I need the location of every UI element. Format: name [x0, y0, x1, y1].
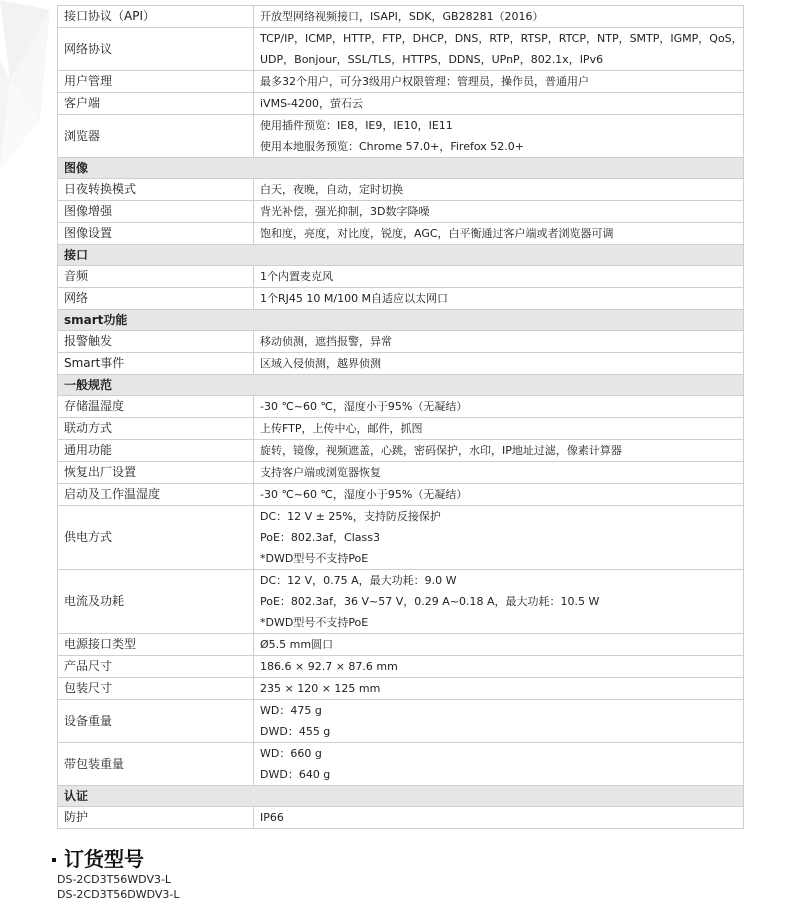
spec-value [254, 462, 744, 484]
spec-value-line: 旋转，镜像，视频遮盖，心跳，密码保护，水印，IP地址过滤，像素计算器 [260, 444, 622, 457]
spec-key: 接口协议（API） [58, 6, 254, 28]
spec-value [254, 440, 744, 462]
spec-key: 供电方式 [58, 506, 254, 570]
spec-value [254, 331, 744, 353]
spec-key: 图像增强 [58, 201, 254, 223]
spec-value-line: 白天，夜晚，自动，定时切换 [260, 183, 403, 196]
spec-key: 带包装重量 [58, 743, 254, 786]
spec-value [254, 634, 744, 656]
spec-key: 启动及工作温湿度 [58, 484, 254, 506]
section-title: 认证 [58, 786, 744, 807]
spec-value-line: UDP，Bonjour，SSL/TLS，HTTPS，DDNS，UPnP，802.1x，IPv6 [260, 53, 604, 66]
spec-key: 报警触发 [58, 331, 254, 353]
spec-key: 存储温湿度 [58, 396, 254, 418]
spec-key: 包装尺寸 [58, 678, 254, 700]
spec-value-line: 使用本地服务预览：Chrome 57.0+，Firefox 52.0+ [260, 140, 524, 153]
spec-key: 电流及功耗 [58, 570, 254, 634]
spec-row [58, 656, 744, 678]
spec-row [58, 179, 744, 201]
spec-value-line: IP66 [260, 811, 284, 824]
spec-value-line: DWD：455 g [260, 725, 331, 738]
spec-value-line: 饱和度，亮度，对比度，锐度，AGC，白平衡通过客户端或者浏览器可调 [260, 227, 614, 240]
decorative-polygon-graphic [0, 0, 60, 190]
spec-key: 电源接口类型 [58, 634, 254, 656]
spec-key: 网络 [58, 288, 254, 310]
spec-row [58, 201, 744, 223]
spec-row [58, 462, 744, 484]
spec-key: 联动方式 [58, 418, 254, 440]
spec-value-line: 背光补偿，强光抑制，3D数字降噪 [260, 205, 430, 218]
spec-row [58, 700, 744, 743]
spec-value [254, 266, 744, 288]
spec-key: 浏览器 [58, 115, 254, 158]
section-header-row [58, 158, 744, 179]
spec-value-line: TCP/IP，ICMP，HTTP，FTP，DHCP，DNS，RTP，RTSP，RTCP，NTP，SMTP，IGMP，QoS， [260, 32, 743, 45]
order-title-text: 订货型号 [64, 847, 144, 871]
spec-table [57, 5, 744, 829]
spec-key: 通用功能 [58, 440, 254, 462]
spec-row [58, 743, 744, 786]
spec-row [58, 506, 744, 570]
spec-row [58, 115, 744, 158]
spec-value [254, 656, 744, 678]
spec-row [58, 634, 744, 656]
spec-value-line: *DWD型号不支持PoE [260, 616, 369, 629]
spec-value-line: 使用插件预览：IE8，IE9，IE10，IE11 [260, 119, 453, 132]
spec-value-line: 235 × 120 × 125 mm [260, 682, 381, 695]
spec-value [254, 743, 744, 786]
spec-value [254, 93, 744, 115]
spec-key: 客户端 [58, 93, 254, 115]
spec-row [58, 484, 744, 506]
spec-row [58, 71, 744, 93]
bullet-icon [52, 858, 56, 862]
spec-value [254, 570, 744, 634]
section-title: 接口 [58, 245, 744, 266]
spec-value [254, 484, 744, 506]
spec-row [58, 440, 744, 462]
spec-value [254, 396, 744, 418]
spec-row [58, 28, 744, 71]
spec-value-line: -30 ℃~60 ℃，湿度小于95%（无凝结） [260, 488, 468, 501]
spec-value-line: -30 ℃~60 ℃，湿度小于95%（无凝结） [260, 400, 468, 413]
spec-value-line: WD：475 g [260, 704, 322, 717]
spec-key: 音频 [58, 266, 254, 288]
spec-value-line: 移动侦测，遮挡报警，异常 [260, 335, 392, 348]
spec-row [58, 223, 744, 245]
spec-value-line: 区域入侵侦测，越界侦测 [260, 357, 381, 370]
spec-value [254, 223, 744, 245]
spec-value [254, 71, 744, 93]
spec-value [254, 179, 744, 201]
spec-value [254, 807, 744, 829]
spec-value [254, 418, 744, 440]
spec-value [254, 288, 744, 310]
spec-row [58, 678, 744, 700]
spec-key: 设备重量 [58, 700, 254, 743]
spec-key: 网络协议 [58, 28, 254, 71]
spec-value-line: DC：12 V ± 25%，支持防反接保护 [260, 510, 441, 523]
spec-row [58, 331, 744, 353]
spec-value [254, 6, 744, 28]
spec-key: 用户管理 [58, 71, 254, 93]
section-header-row [58, 786, 744, 807]
spec-value [254, 678, 744, 700]
section-header-row [58, 375, 744, 396]
section-title: 图像 [58, 158, 744, 179]
spec-key: 恢复出厂设置 [58, 462, 254, 484]
model-list [57, 872, 180, 902]
spec-value-line: 上传FTP，上传中心，邮件，抓图 [260, 422, 423, 435]
spec-key: 日夜转换模式 [58, 179, 254, 201]
spec-value [254, 28, 744, 71]
spec-row [58, 266, 744, 288]
spec-value-line: iVMS-4200，萤石云 [260, 97, 364, 110]
spec-value [254, 115, 744, 158]
spec-row [58, 353, 744, 375]
spec-row [58, 570, 744, 634]
spec-row [58, 93, 744, 115]
section-header-row [58, 245, 744, 266]
spec-value-line: PoE：802.3af，Class3 [260, 531, 380, 544]
spec-value-line: 开放型网络视频接口，ISAPI，SDK，GB28281（2016） [260, 10, 544, 23]
spec-value-line: 1个RJ45 10 M/100 M自适应以太网口 [260, 292, 449, 305]
model-item: DS-2CD3T56WDV3-L [57, 873, 172, 886]
section-title: smart功能 [58, 310, 744, 331]
spec-value-line: Ø5.5 mm圆口 [260, 638, 334, 651]
spec-row [58, 288, 744, 310]
spec-value [254, 353, 744, 375]
spec-value-line: 1个内置麦克风 [260, 270, 333, 283]
spec-row [58, 396, 744, 418]
model-item: DS-2CD3T56DWDV3-L [57, 888, 180, 901]
spec-value-line: 最多32个用户，可分3级用户权限管理：管理员，操作员，普通用户 [260, 75, 589, 88]
spec-value-line: *DWD型号不支持PoE [260, 552, 369, 565]
spec-value-line: DWD：640 g [260, 768, 331, 781]
spec-row [58, 807, 744, 829]
spec-value-line: DC：12 V，0.75 A，最大功耗：9.0 W [260, 574, 457, 587]
order-section-title [52, 843, 144, 872]
spec-row [58, 418, 744, 440]
spec-value-line: WD：660 g [260, 747, 322, 760]
spec-value [254, 506, 744, 570]
spec-key: 图像设置 [58, 223, 254, 245]
spec-value-line: PoE：802.3af，36 V~57 V，0.29 A~0.18 A，最大功耗：10.5 W [260, 595, 600, 608]
spec-key: Smart事件 [58, 353, 254, 375]
spec-key: 产品尺寸 [58, 656, 254, 678]
spec-row [58, 6, 744, 28]
spec-value-line: 186.6 × 92.7 × 87.6 mm [260, 660, 398, 673]
spec-key: 防护 [58, 807, 254, 829]
section-title: 一般规范 [58, 375, 744, 396]
spec-value [254, 201, 744, 223]
spec-value [254, 700, 744, 743]
section-header-row [58, 310, 744, 331]
spec-value-line: 支持客户端或浏览器恢复 [260, 466, 381, 479]
